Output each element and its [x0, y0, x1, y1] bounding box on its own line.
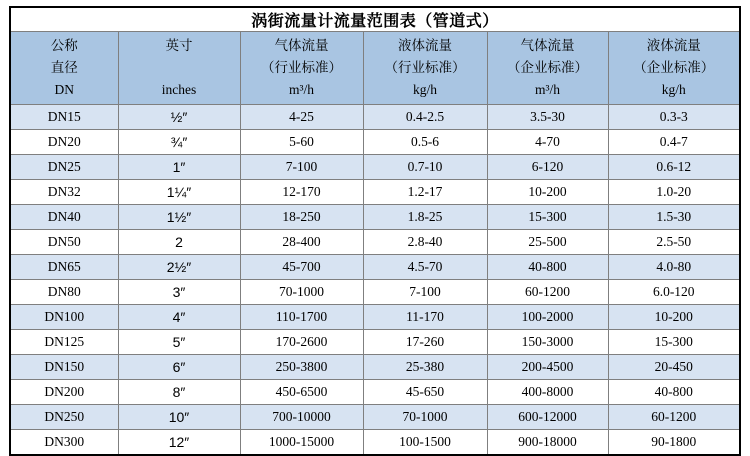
cell-gas-flow-industry: 1000-15000 — [240, 430, 363, 456]
table-row — [10, 405, 740, 430]
table-row — [10, 255, 740, 280]
cell-inches: 4″ — [118, 305, 240, 330]
cell-gas-flow-industry: 70-1000 — [240, 280, 363, 305]
cell-gas-flow-industry: 18-250 — [240, 205, 363, 230]
cell-nominal-diameter: DN25 — [10, 155, 118, 180]
cell-gas-flow-enterprise: 40-800 — [487, 255, 608, 280]
header-line: 直径 — [50, 60, 78, 75]
cell-inches: ¾″ — [118, 130, 240, 155]
cell-nominal-diameter: DN250 — [10, 405, 118, 430]
table-title: 涡街流量计流量范围表（管道式） — [10, 7, 740, 32]
cell-liquid-flow-industry: 0.7-10 — [363, 155, 487, 180]
header-liquid-flow-industry — [363, 32, 487, 105]
cell-gas-flow-enterprise: 60-1200 — [487, 280, 608, 305]
cell-liquid-flow-enterprise: 20-450 — [608, 355, 740, 380]
cell-liquid-flow-enterprise: 15-300 — [608, 330, 740, 355]
cell-liquid-flow-industry: 100-1500 — [363, 430, 487, 456]
cell-nominal-diameter: DN32 — [10, 180, 118, 205]
cell-liquid-flow-enterprise: 90-1800 — [608, 430, 740, 456]
header-line: （行业标准） — [261, 60, 342, 75]
cell-liquid-flow-industry: 4.5-70 — [363, 255, 487, 280]
cell-liquid-flow-enterprise: 1.5-30 — [608, 205, 740, 230]
cell-gas-flow-enterprise: 10-200 — [487, 180, 608, 205]
cell-liquid-flow-industry: 25-380 — [363, 355, 487, 380]
cell-nominal-diameter: DN100 — [10, 305, 118, 330]
cell-gas-flow-industry: 28-400 — [240, 230, 363, 255]
cell-nominal-diameter: DN150 — [10, 355, 118, 380]
cell-liquid-flow-enterprise: 0.3-3 — [608, 105, 740, 130]
cell-liquid-flow-industry: 45-650 — [363, 380, 487, 405]
cell-gas-flow-industry: 7-100 — [240, 155, 363, 180]
header-gas-flow-enterprise — [487, 32, 608, 105]
cell-nominal-diameter: DN65 — [10, 255, 118, 280]
cell-gas-flow-enterprise: 150-3000 — [487, 330, 608, 355]
cell-inches: 1¼″ — [118, 180, 240, 205]
cell-inches: 2 — [118, 230, 240, 255]
cell-inches: 12″ — [118, 430, 240, 456]
table-row — [10, 105, 740, 130]
table-row — [10, 330, 740, 355]
table-row — [10, 355, 740, 380]
cell-gas-flow-industry: 250-3800 — [240, 355, 363, 380]
cell-liquid-flow-enterprise: 6.0-120 — [608, 280, 740, 305]
table-row — [10, 180, 740, 205]
header-inches — [118, 32, 240, 105]
cell-liquid-flow-enterprise: 10-200 — [608, 305, 740, 330]
flow-range-table — [9, 6, 741, 456]
cell-gas-flow-industry: 12-170 — [240, 180, 363, 205]
table-row — [10, 305, 740, 330]
header-line: m³/h — [534, 82, 561, 97]
header-line: m³/h — [288, 82, 315, 97]
cell-gas-flow-industry: 5-60 — [240, 130, 363, 155]
cell-nominal-diameter: DN300 — [10, 430, 118, 456]
header-line: inches — [161, 82, 197, 97]
cell-gas-flow-enterprise: 25-500 — [487, 230, 608, 255]
cell-nominal-diameter: DN20 — [10, 130, 118, 155]
cell-inches: 10″ — [118, 405, 240, 430]
cell-inches: 2½″ — [118, 255, 240, 280]
header-line: （企业标准） — [507, 60, 588, 75]
header-line: （行业标准） — [384, 60, 466, 75]
header-row — [10, 32, 740, 105]
cell-inches: 3″ — [118, 280, 240, 305]
header-line: 英寸 — [165, 38, 193, 53]
flow-range-table-container — [9, 6, 741, 456]
cell-liquid-flow-industry: 11-170 — [363, 305, 487, 330]
cell-liquid-flow-enterprise: 2.5-50 — [608, 230, 740, 255]
table-row — [10, 155, 740, 180]
cell-inches: 1½″ — [118, 205, 240, 230]
cell-gas-flow-enterprise: 15-300 — [487, 205, 608, 230]
cell-gas-flow-enterprise: 3.5-30 — [487, 105, 608, 130]
cell-liquid-flow-industry: 0.4-2.5 — [363, 105, 487, 130]
cell-gas-flow-industry: 700-10000 — [240, 405, 363, 430]
cell-liquid-flow-enterprise: 40-800 — [608, 380, 740, 405]
cell-liquid-flow-enterprise: 60-1200 — [608, 405, 740, 430]
cell-gas-flow-industry: 170-2600 — [240, 330, 363, 355]
header-line: kg/h — [412, 82, 437, 97]
table-row — [10, 205, 740, 230]
cell-gas-flow-enterprise: 200-4500 — [487, 355, 608, 380]
cell-gas-flow-enterprise: 4-70 — [487, 130, 608, 155]
cell-gas-flow-industry: 110-1700 — [240, 305, 363, 330]
cell-liquid-flow-industry: 17-260 — [363, 330, 487, 355]
header-line: 液体流量 — [398, 38, 452, 53]
cell-nominal-diameter: DN40 — [10, 205, 118, 230]
cell-nominal-diameter: DN200 — [10, 380, 118, 405]
header-line — [119, 57, 240, 79]
cell-nominal-diameter: DN50 — [10, 230, 118, 255]
cell-inches: 1″ — [118, 155, 240, 180]
table-row — [10, 280, 740, 305]
cell-liquid-flow-industry: 2.8-40 — [363, 230, 487, 255]
cell-nominal-diameter: DN80 — [10, 280, 118, 305]
cell-liquid-flow-enterprise: 0.4-7 — [608, 130, 740, 155]
cell-liquid-flow-industry: 1.8-25 — [363, 205, 487, 230]
header-line: kg/h — [661, 82, 686, 97]
cell-inches: 8″ — [118, 380, 240, 405]
cell-gas-flow-enterprise: 400-8000 — [487, 380, 608, 405]
header-line: 公称 — [50, 38, 78, 53]
header-nominal-diameter — [10, 32, 118, 105]
cell-gas-flow-industry: 4-25 — [240, 105, 363, 130]
cell-nominal-diameter: DN125 — [10, 330, 118, 355]
cell-gas-flow-enterprise: 100-2000 — [487, 305, 608, 330]
cell-gas-flow-enterprise: 900-18000 — [487, 430, 608, 456]
cell-inches: 5″ — [118, 330, 240, 355]
cell-gas-flow-enterprise: 600-12000 — [487, 405, 608, 430]
header-line: 气体流量 — [520, 38, 575, 53]
header-line: （企业标准） — [633, 60, 715, 75]
cell-liquid-flow-industry: 7-100 — [363, 280, 487, 305]
cell-liquid-flow-industry: 0.5-6 — [363, 130, 487, 155]
cell-gas-flow-industry: 45-700 — [240, 255, 363, 280]
cell-nominal-diameter: DN15 — [10, 105, 118, 130]
cell-liquid-flow-enterprise: 1.0-20 — [608, 180, 740, 205]
header-gas-flow-industry — [240, 32, 363, 105]
table-row — [10, 380, 740, 405]
table-body — [10, 105, 740, 456]
table-header — [10, 7, 740, 105]
cell-inches: ½″ — [118, 105, 240, 130]
cell-inches: 6″ — [118, 355, 240, 380]
header-line: DN — [54, 82, 74, 97]
cell-liquid-flow-industry: 70-1000 — [363, 405, 487, 430]
cell-liquid-flow-industry: 1.2-17 — [363, 180, 487, 205]
cell-gas-flow-industry: 450-6500 — [240, 380, 363, 405]
header-liquid-flow-enterprise — [608, 32, 740, 105]
table-row — [10, 130, 740, 155]
cell-liquid-flow-enterprise: 0.6-12 — [608, 155, 740, 180]
cell-gas-flow-enterprise: 6-120 — [487, 155, 608, 180]
table-row — [10, 430, 740, 456]
title-row — [10, 7, 740, 32]
table-row — [10, 230, 740, 255]
cell-liquid-flow-enterprise: 4.0-80 — [608, 255, 740, 280]
header-line: 液体流量 — [646, 38, 701, 53]
header-line: 气体流量 — [274, 38, 329, 53]
